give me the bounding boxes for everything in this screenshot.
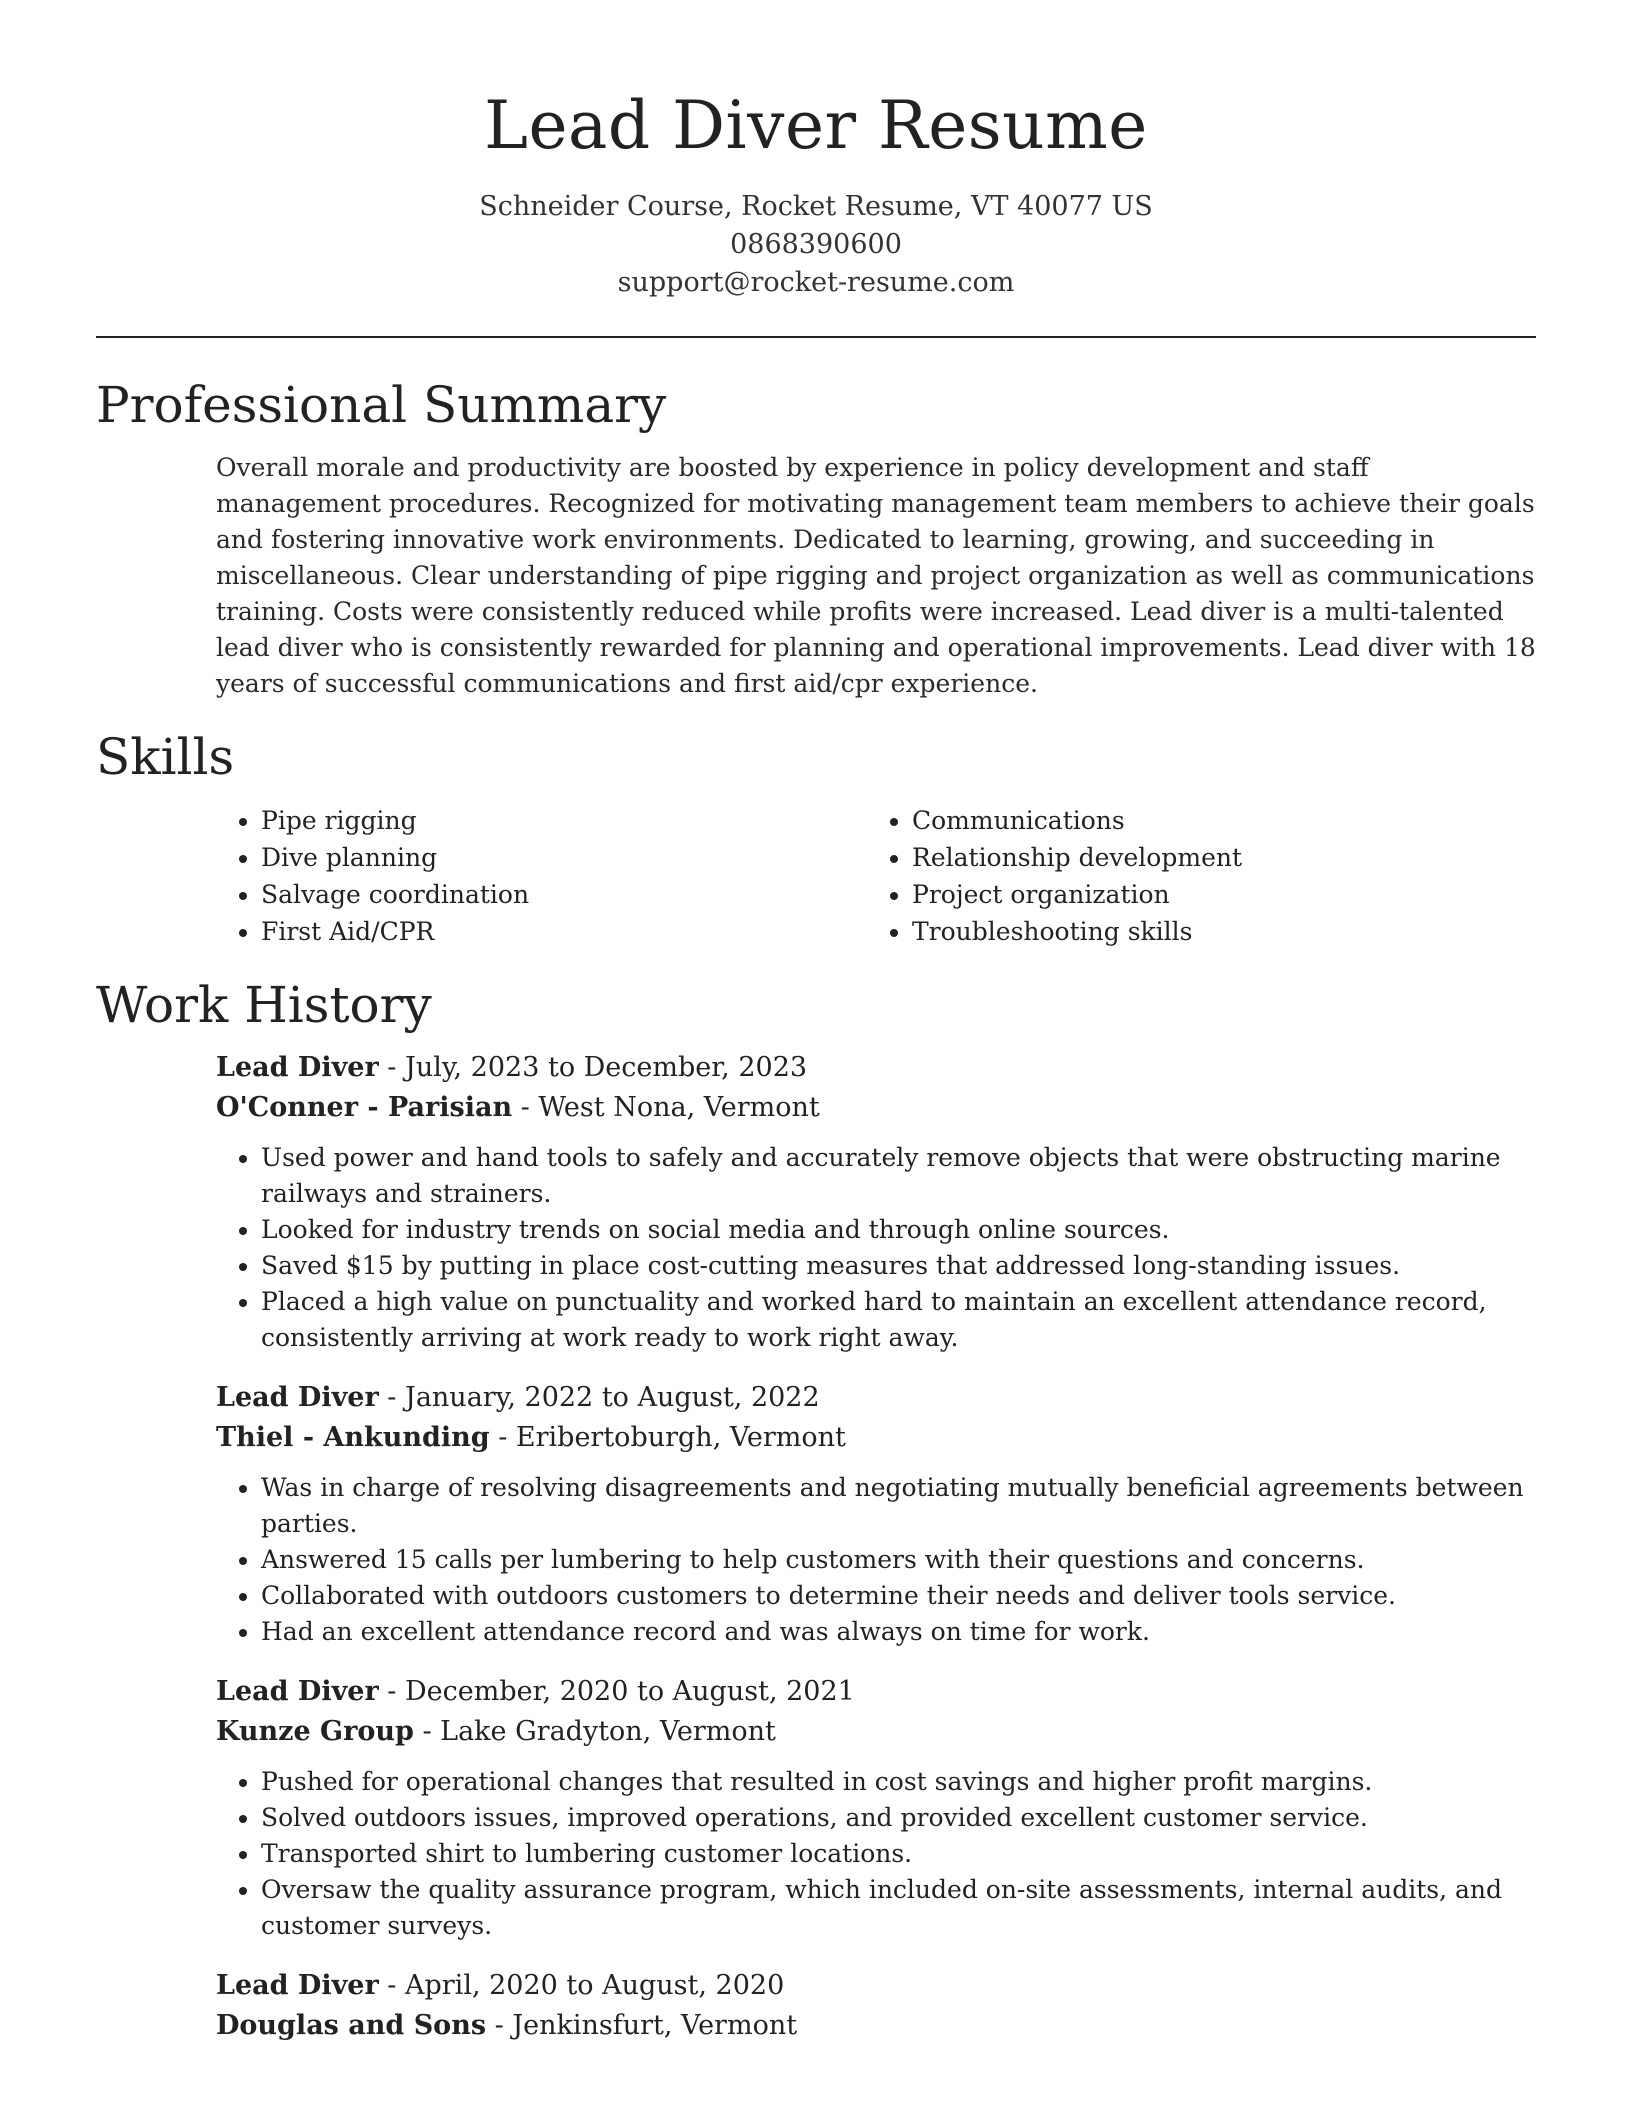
job-dates: - April, 2020 to August, 2020 — [378, 1970, 785, 2001]
job-employer: Douglas and Sons — [216, 2010, 487, 2041]
skill-item: • First Aid/CPR — [261, 913, 867, 950]
job-location: - Lake Gradyton, Vermont — [413, 1716, 776, 1747]
job-title-line — [216, 1378, 1536, 1418]
job-dates: - January, 2022 to August, 2022 — [378, 1382, 820, 1413]
job-bullet: • Answered 15 calls per lumbering to help customers with their questions and concerns. — [261, 1542, 1536, 1578]
resume-header — [0, 0, 1632, 302]
job-title-line — [216, 1672, 1536, 1712]
job-employer-line — [216, 2006, 1536, 2046]
skill-item: • Communications — [912, 802, 1518, 839]
job-employer-line — [216, 1712, 1536, 1752]
skill-item: • Salvage coordination — [261, 876, 867, 913]
summary-section — [96, 374, 1536, 702]
job-bullet: • Transported shirt to lumbering customer locations. — [261, 1836, 1536, 1872]
job-title-line — [216, 1966, 1536, 2006]
contact-block — [0, 188, 1632, 302]
job-bullet: • Was in charge of resolving disagreements and negotiating mutually beneficial agreements between parties. — [261, 1470, 1536, 1542]
job-role: Lead Diver — [216, 1382, 379, 1413]
skill-item: • Relationship development — [912, 839, 1518, 876]
job-dates: - December, 2020 to August, 2021 — [378, 1676, 855, 1707]
work-heading: Work History — [96, 976, 432, 1034]
contact-phone: 0868390600 — [730, 229, 902, 260]
job-employer-line — [216, 1418, 1536, 1458]
work-section — [96, 974, 1536, 2046]
job-role: Lead Diver — [216, 1970, 379, 2001]
job-bullet: • Placed a high value on punctuality and worked hard to maintain an excellent attendance record, consistently arriving at work ready to work right away. — [261, 1284, 1536, 1356]
job-role: Lead Diver — [216, 1052, 379, 1083]
summary-text: Overall morale and productivity are boosted by experience in policy development and staff management procedures. Recognized for motivating management team members to achieve their goals and fostering innovative work environments. Dedicated to learning, growing, and succeeding in miscellaneous. Clear understanding of pipe rigging and project organization as well as communications training. Costs were consistently reduced while profits were increased. Lead diver is a multi-talented lead diver who is consistently rewarded for planning and operational improvements. Lead diver with 18 years of successful communications and first aid/cpr experience. — [216, 453, 1536, 698]
job-bullets — [216, 1764, 1536, 1944]
skill-item: • Pipe rigging — [261, 802, 867, 839]
job-employer: Thiel - Ankunding — [216, 1422, 490, 1453]
job-role: Lead Diver — [216, 1676, 379, 1707]
skills-columns — [216, 802, 1536, 950]
job-bullets — [216, 1140, 1536, 1356]
job-employer-line — [216, 1088, 1536, 1128]
job-location: - Eribertoburgh, Vermont — [489, 1422, 846, 1453]
job-bullet: • Pushed for operational changes that resulted in cost savings and higher profit margins. — [261, 1764, 1536, 1800]
skill-item: • Troubleshooting skills — [912, 913, 1518, 950]
job-bullet: • Collaborated with outdoors customers to determine their needs and deliver tools service. — [261, 1578, 1536, 1614]
contact-email: support@rocket-resume.com — [617, 267, 1015, 298]
skill-item: • Project organization — [912, 876, 1518, 913]
skills-section — [96, 726, 1536, 950]
job-entry — [216, 1378, 1536, 1650]
job-employer: Kunze Group — [216, 1716, 414, 1747]
skills-list-right — [867, 802, 1518, 950]
job-entry — [216, 1672, 1536, 1944]
job-entry — [216, 1966, 1536, 2046]
summary-heading: Professional Summary — [96, 376, 667, 434]
job-bullet: • Saved $15 by putting in place cost-cutting measures that addressed long-standing issues. — [261, 1248, 1536, 1284]
job-bullet: • Had an excellent attendance record and was always on time for work. — [261, 1614, 1536, 1650]
job-bullet: • Solved outdoors issues, improved operations, and provided excellent customer service. — [261, 1800, 1536, 1836]
header-divider — [96, 336, 1536, 338]
job-bullets — [216, 1470, 1536, 1650]
contact-address: Schneider Course, Rocket Resume, VT 40077 US — [479, 191, 1153, 222]
job-bullet: • Looked for industry trends on social media and through online sources. — [261, 1212, 1536, 1248]
skills-heading: Skills — [96, 728, 235, 786]
job-location: - West Nona, Vermont — [512, 1092, 820, 1123]
job-dates: - July, 2023 to December, 2023 — [378, 1052, 808, 1083]
job-entry — [216, 1048, 1536, 1356]
job-title-line — [216, 1048, 1536, 1088]
job-bullet: • Used power and hand tools to safely and accurately remove objects that were obstructing marine railways and strainers. — [261, 1140, 1536, 1212]
skill-item: • Dive planning — [261, 839, 867, 876]
skills-list-left — [216, 802, 867, 950]
job-location: - Jenkinsfurt, Vermont — [486, 2010, 798, 2041]
resume-title: Lead Diver Resume — [484, 87, 1148, 164]
job-bullet: • Oversaw the quality assurance program, which included on-site assessments, internal audits, and customer surveys. — [261, 1872, 1536, 1944]
job-employer: O'Conner - Parisian — [216, 1092, 513, 1123]
